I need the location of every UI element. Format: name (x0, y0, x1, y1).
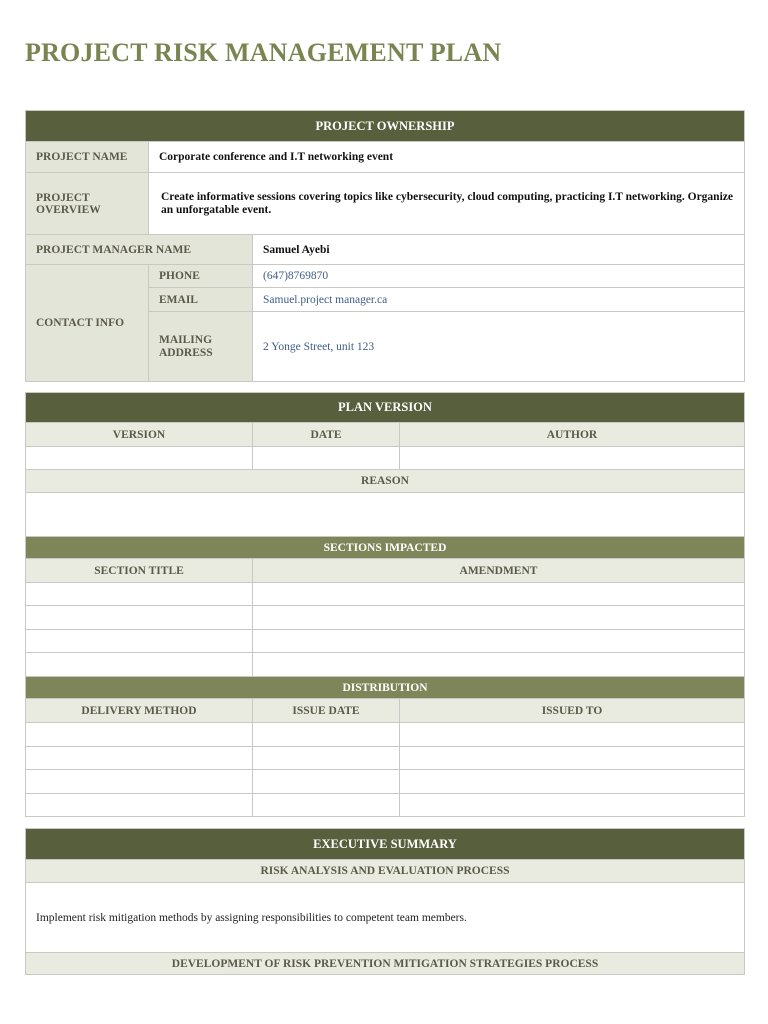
author-column-header: AUTHOR (400, 423, 745, 447)
distribution-header: DISTRIBUTION (26, 677, 745, 699)
email-label: EMAIL (149, 288, 253, 312)
email-value[interactable]: Samuel.project manager.ca (253, 288, 745, 312)
issue-date-cell[interactable] (253, 794, 400, 817)
project-name-label: PROJECT NAME (26, 142, 149, 173)
mailing-address-label: MAILING ADDRESS (149, 312, 253, 382)
project-overview-label: PROJECT OVERVIEW (26, 173, 149, 235)
issued-to-cell[interactable] (400, 723, 745, 747)
project-manager-label: PROJECT MANAGER NAME (26, 235, 253, 265)
reason-header: REASON (26, 470, 745, 493)
date-column-header: DATE (253, 423, 400, 447)
delivery-method-cell[interactable] (26, 723, 253, 747)
date-cell[interactable] (253, 447, 400, 470)
issued-to-cell[interactable] (400, 770, 745, 794)
version-cell[interactable] (26, 447, 253, 470)
amendment-column-header: AMENDMENT (253, 559, 745, 583)
delivery-method-cell[interactable] (26, 747, 253, 770)
development-strategies-header: DEVELOPMENT OF RISK PREVENTION MITIGATION STRATEGIES PROCESS (26, 953, 745, 975)
issued-to-cell[interactable] (400, 794, 745, 817)
plan-version-table (25, 392, 745, 817)
risk-analysis-text[interactable]: Implement risk mitigation methods by assigning responsibilities to competent team members. (26, 883, 745, 953)
amendment-cell[interactable] (253, 630, 745, 653)
mailing-address-value[interactable]: 2 Yonge Street, unit 123 (253, 312, 745, 382)
project-name-value[interactable]: Corporate conference and I.T networking event (149, 142, 745, 173)
reason-cell[interactable] (26, 493, 745, 537)
project-overview-value[interactable]: Create informative sessions covering topics like cybersecurity, cloud computing, practicing I.T networking. Organize an unforgatable event. (149, 173, 745, 235)
section-title-cell[interactable] (26, 606, 253, 630)
section-title-cell[interactable] (26, 583, 253, 606)
sections-impacted-header: SECTIONS IMPACTED (26, 537, 745, 559)
project-ownership-header: PROJECT OWNERSHIP (26, 111, 745, 142)
phone-label: PHONE (149, 265, 253, 288)
section-title-cell[interactable] (26, 630, 253, 653)
section-title-column-header: SECTION TITLE (26, 559, 253, 583)
project-ownership-table (25, 110, 745, 382)
amendment-cell[interactable] (253, 653, 745, 677)
issue-date-cell[interactable] (253, 723, 400, 747)
delivery-method-cell[interactable] (26, 794, 253, 817)
project-manager-value[interactable]: Samuel Ayebi (253, 235, 745, 265)
issue-date-column-header: ISSUE DATE (253, 699, 400, 723)
issue-date-cell[interactable] (253, 770, 400, 794)
risk-analysis-header: RISK ANALYSIS AND EVALUATION PROCESS (26, 860, 745, 883)
amendment-cell[interactable] (253, 606, 745, 630)
document-title: PROJECT RISK MANAGEMENT PLAN (25, 38, 502, 67)
issue-date-cell[interactable] (253, 747, 400, 770)
delivery-method-cell[interactable] (26, 770, 253, 794)
contact-info-label: CONTACT INFO (26, 265, 149, 382)
delivery-method-column-header: DELIVERY METHOD (26, 699, 253, 723)
executive-summary-header: EXECUTIVE SUMMARY (26, 829, 745, 860)
amendment-cell[interactable] (253, 583, 745, 606)
phone-value[interactable]: (647)8769870 (253, 265, 745, 288)
plan-version-header: PLAN VERSION (26, 393, 745, 423)
issued-to-cell[interactable] (400, 747, 745, 770)
author-cell[interactable] (400, 447, 745, 470)
section-title-cell[interactable] (26, 653, 253, 677)
version-column-header: VERSION (26, 423, 253, 447)
executive-summary-table (25, 828, 745, 975)
issued-to-column-header: ISSUED TO (400, 699, 745, 723)
